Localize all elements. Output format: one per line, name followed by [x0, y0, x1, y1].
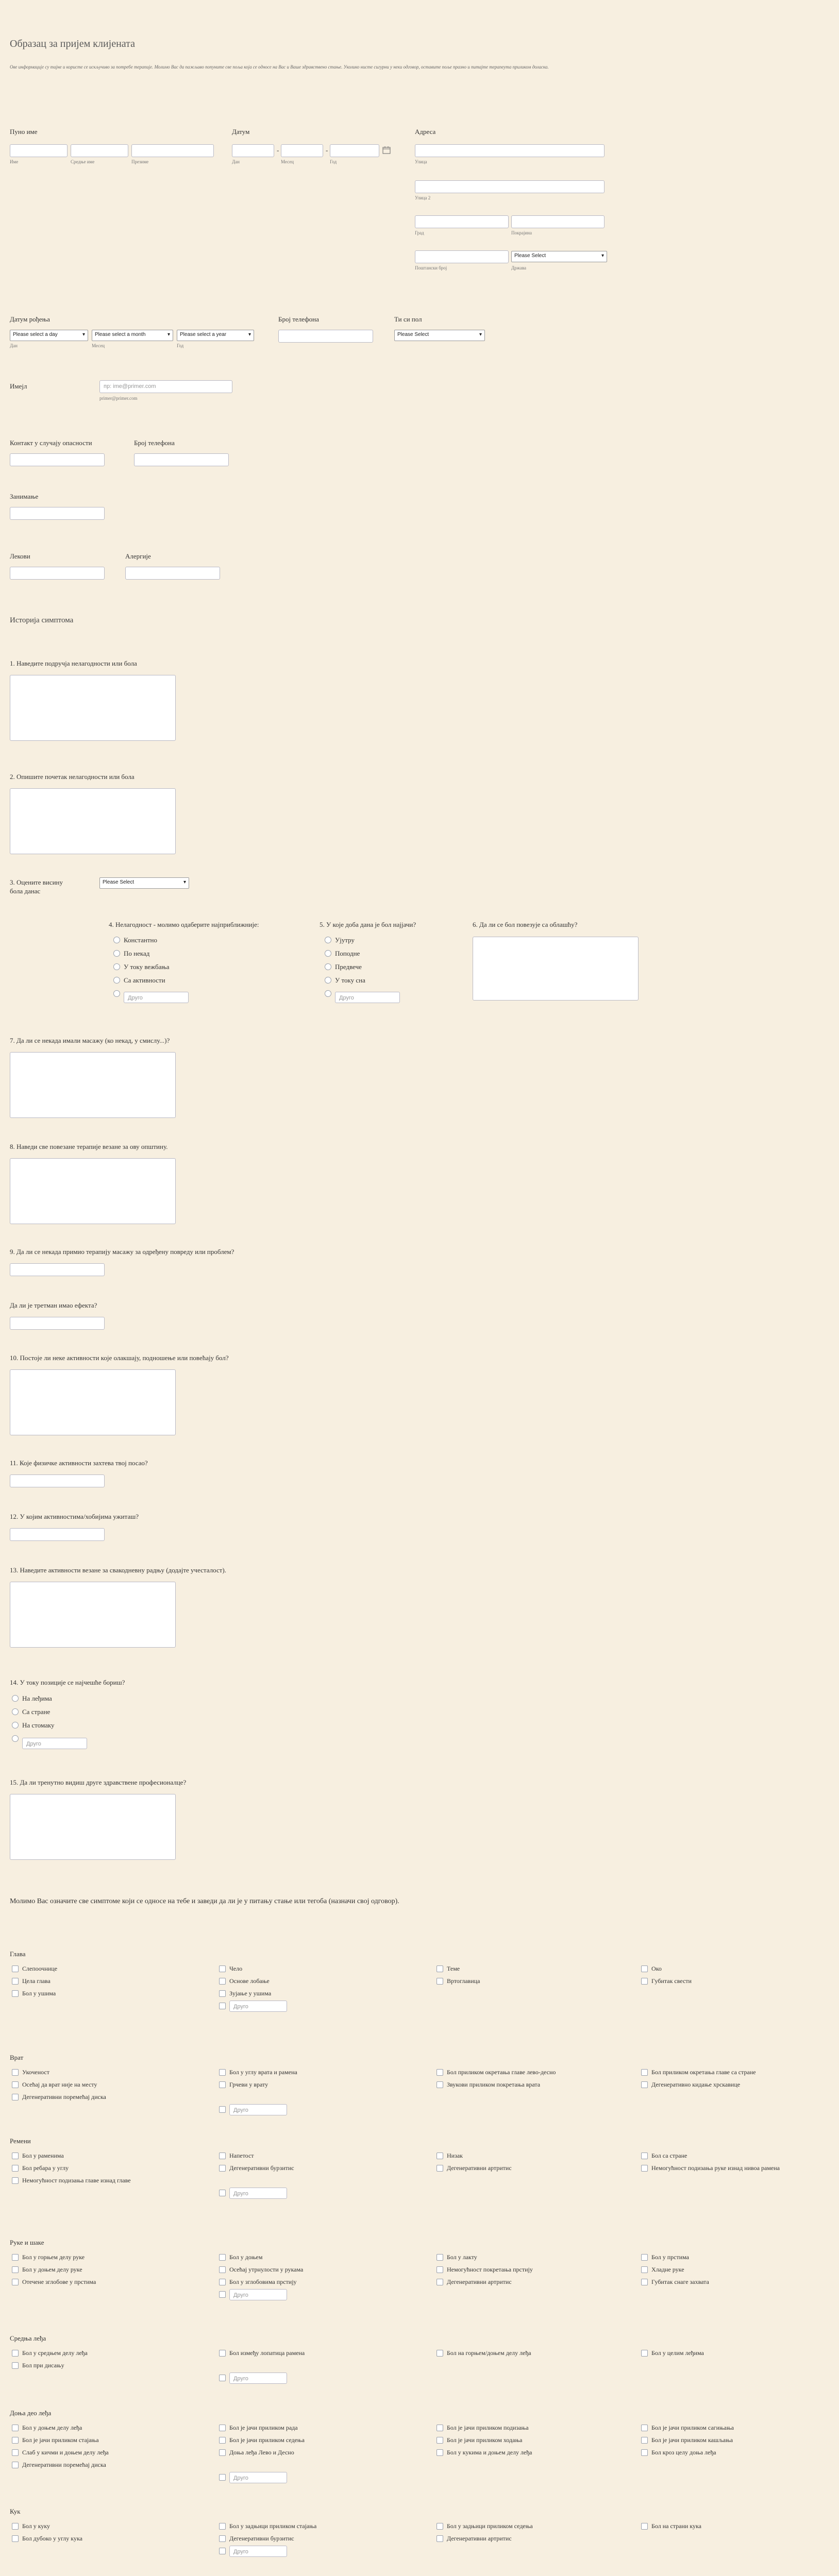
address-label: Адреса	[415, 128, 436, 135]
q5-option-2-radio[interactable]	[325, 950, 331, 957]
condition-option: Немогућност подизања руке изнад нивоа рамена	[651, 2164, 780, 2172]
q4-option-4: Са активности	[124, 976, 165, 984]
postal-input[interactable]	[415, 250, 509, 263]
condition-option: Бол је јачи приликом сагињања	[651, 2424, 734, 2431]
occupation-label: Занимање	[10, 493, 39, 500]
birth-day-select[interactable]: Please select a day ▾	[10, 330, 88, 341]
birth-label: Датум рођења	[10, 315, 50, 323]
q4-option-3-radio[interactable]	[113, 963, 120, 970]
phone-label: Број телефона	[278, 315, 319, 323]
q12-label: 12. У којим активностима/хобијима ужиташ?	[10, 1513, 139, 1520]
condition-checkbox[interactable]	[12, 2254, 19, 2261]
condition-option: Дегенеративни артритис	[447, 2164, 512, 2172]
q7-label: 7. Да ли се некада имали масажу (ко некад, у смислу...)?	[10, 1037, 170, 1044]
city-sublabel: Град	[415, 230, 424, 235]
q13-label: 13. Наведите активности везане за свакодневну радњу (додајте учесталост).	[10, 1566, 226, 1574]
q9b-input[interactable]	[10, 1317, 105, 1330]
condition-checkbox[interactable]	[219, 1965, 226, 1972]
condition-checkbox[interactable]	[437, 2535, 443, 2542]
condition-checkbox[interactable]	[12, 2462, 19, 2468]
condition-checkbox[interactable]	[437, 2254, 443, 2261]
condition-other-checkbox[interactable]	[219, 2291, 226, 2298]
history-heading: Историја симптома	[10, 616, 74, 624]
condition-checkbox[interactable]	[641, 2437, 648, 2444]
condition-option: Бол при дисању	[22, 2362, 64, 2369]
date-year-sublabel: Год	[330, 159, 337, 164]
condition-option: Слаб у кичми и доњем делу леђа	[22, 2449, 109, 2456]
condition-checkbox[interactable]	[437, 2449, 443, 2456]
condition-option: Губитак снаге захвата	[651, 2278, 709, 2285]
q8-label: 8. Наведи све повезане терапије везане за ову општину.	[10, 1143, 168, 1150]
condition-checkbox[interactable]	[437, 2069, 443, 2076]
condition-checkbox[interactable]	[12, 2449, 19, 2456]
condition-option: Бол ребара у углу	[22, 2164, 69, 2172]
q8-textarea[interactable]	[10, 1158, 176, 1224]
condition-other-checkbox[interactable]	[219, 2003, 226, 2009]
condition-option: Укоченост	[22, 2069, 50, 2076]
email-sublabel: primer@primer.com	[99, 396, 138, 401]
q3-label-2: бола данас	[10, 887, 41, 895]
condition-checkbox[interactable]	[641, 2425, 648, 2431]
condition-group-title: Глава	[10, 1950, 26, 1958]
condition-option: Бол приликом окретања главе са стране	[651, 2069, 756, 2076]
first-name-input[interactable]	[10, 144, 68, 157]
condition-checkbox[interactable]	[12, 2165, 19, 2172]
q3-label: 3. Оцените висину	[10, 878, 63, 886]
condition-option: Бол је јачи приликом ходања	[447, 2436, 523, 2444]
condition-option: Грчеви у врату	[229, 2081, 269, 2088]
occupation-input[interactable]	[10, 507, 105, 520]
condition-checkbox[interactable]	[219, 2425, 226, 2431]
condition-option: Основе лобање	[229, 1977, 270, 1985]
condition-option: Бол у углу врата и рамена	[229, 2069, 297, 2076]
condition-checkbox[interactable]	[641, 1978, 648, 1985]
condition-checkbox[interactable]	[437, 1978, 443, 1985]
condition-checkbox[interactable]	[641, 2069, 648, 2076]
q14-option-2: Са стране	[22, 1708, 51, 1716]
q10-textarea[interactable]	[10, 1369, 176, 1435]
q2-label: 2. Опишите почетак нелагодности или бола	[10, 773, 135, 781]
condition-checkbox[interactable]	[12, 1978, 19, 1985]
condition-checkbox[interactable]	[437, 1965, 443, 1972]
condition-option: Немогућност подизања главе изнад главе	[22, 2177, 131, 2184]
condition-other-checkbox[interactable]	[219, 2190, 226, 2196]
condition-option: Бол у лакту	[447, 2253, 477, 2261]
q5-option-3-radio[interactable]	[325, 963, 331, 970]
q4-other-radio[interactable]	[113, 990, 120, 997]
q9-input[interactable]	[10, 1263, 105, 1276]
q14-option-3: На стомаку	[22, 1721, 55, 1729]
condition-checkbox[interactable]	[641, 2350, 648, 2357]
condition-checkbox[interactable]	[219, 1978, 226, 1985]
condition-option: Дегенеративни артритис	[447, 2535, 512, 2542]
q14-option-1-radio[interactable]	[12, 1695, 19, 1702]
emergency-input[interactable]	[10, 453, 105, 466]
condition-checkbox[interactable]	[641, 2254, 648, 2261]
condition-checkbox[interactable]	[641, 2523, 648, 2530]
condition-other-input[interactable]: Друго	[229, 2188, 287, 2199]
condition-group-title: Врат	[10, 2054, 24, 2061]
condition-other-input[interactable]: Друго	[229, 2546, 287, 2557]
condition-option: Осећај да врат није на месту	[22, 2081, 97, 2088]
condition-option: Хладне руке	[651, 2266, 684, 2273]
last-name-sublabel: Презиме	[131, 159, 149, 164]
phone-input[interactable]	[278, 330, 373, 343]
birth-year-sublabel: Год	[177, 343, 184, 348]
condition-checkbox[interactable]	[641, 2449, 648, 2456]
condition-option: Бол у прстима	[651, 2253, 689, 2261]
q5-option-4-radio[interactable]	[325, 977, 331, 984]
allergies-input[interactable]	[125, 567, 220, 580]
condition-checkbox[interactable]	[437, 2425, 443, 2431]
condition-checkbox[interactable]	[219, 2523, 226, 2530]
condition-checkbox[interactable]	[641, 2153, 648, 2159]
q5-other-input[interactable]: Друго	[335, 992, 400, 1003]
q2-textarea[interactable]	[10, 788, 176, 854]
postal-sublabel: Поштански број	[415, 265, 447, 270]
condition-option: Бол на горњем/доњем делу леђа	[447, 2349, 531, 2357]
condition-checkbox[interactable]	[12, 2279, 19, 2285]
condition-option: Бол у раменима	[22, 2152, 64, 2159]
condition-checkbox[interactable]	[219, 2165, 226, 2172]
condition-option: Дегенеративни поремећај диска	[22, 2093, 106, 2100]
name-label: Пуно име	[10, 128, 38, 135]
last-name-input[interactable]	[131, 144, 214, 157]
middle-name-sublabel: Средње име	[71, 159, 95, 164]
emergency-label: Контакт у случају опасности	[10, 439, 92, 447]
q11-input[interactable]	[10, 1475, 105, 1487]
condition-checkbox[interactable]	[641, 2279, 648, 2285]
q9b-label: Да ли је третман имао ефекта?	[10, 1301, 97, 1309]
condition-option: Отечене зглобове у прстима	[22, 2278, 96, 2285]
condition-group-title: Доња део леђа	[10, 2409, 52, 2417]
condition-checkbox[interactable]	[641, 2165, 648, 2172]
calendar-icon[interactable]	[382, 146, 391, 154]
condition-other-input[interactable]: Друго	[229, 2472, 287, 2483]
birth-month-sublabel: Месец	[92, 343, 105, 348]
condition-option: Бол у целим леђима	[651, 2349, 704, 2357]
q5-option-4: У току сна	[335, 976, 365, 984]
date-separator-2: -	[326, 146, 328, 154]
condition-other-checkbox[interactable]	[219, 2474, 226, 2481]
condition-option: Бол на страни кука	[651, 2522, 701, 2530]
date-day-sublabel: Дан	[232, 159, 240, 164]
condition-other-input[interactable]: Друго	[229, 2372, 287, 2384]
q14-option-1: На леђима	[22, 1694, 52, 1702]
condition-checkbox[interactable]	[12, 1990, 19, 1997]
condition-option: Низак	[447, 2152, 463, 2159]
condition-other-checkbox[interactable]	[219, 2548, 226, 2554]
condition-option: Дегенеративно кидање хрскавице	[651, 2081, 741, 2088]
condition-checkbox[interactable]	[219, 2350, 226, 2357]
condition-option: Бол приликом окретања главе лево-десно	[447, 2069, 556, 2076]
middle-name-input[interactable]	[71, 144, 128, 157]
condition-checkbox[interactable]	[437, 2165, 443, 2172]
q15-label: 15. Да ли тренутно видиш друге здравствене професионалце?	[10, 1778, 187, 1786]
birth-year-select[interactable]: Please select a year ▾	[177, 330, 254, 341]
condition-checkbox[interactable]	[12, 2177, 19, 2184]
condition-option: Дегенеративни бурзитис	[229, 2535, 294, 2542]
email-label: Имејл	[10, 382, 27, 390]
allergies-label: Алергије	[125, 552, 151, 560]
birth-day-sublabel: Дан	[10, 343, 18, 348]
first-name-sublabel: Име	[10, 159, 19, 164]
condition-option: Осећај утрнулости у рукама	[229, 2266, 304, 2273]
date-day-input[interactable]	[232, 144, 274, 157]
condition-option: Вртоглавица	[447, 1977, 480, 1985]
q7-textarea[interactable]	[10, 1052, 176, 1118]
condition-option: Бол у кукима и доњем делу леђа	[447, 2449, 532, 2456]
q5-option-1: Ујутру	[335, 936, 355, 944]
condition-checkbox[interactable]	[219, 2081, 226, 2088]
condition-checkbox[interactable]	[437, 2437, 443, 2444]
condition-option: Темe	[447, 1965, 460, 1972]
condition-option: Цела глава	[22, 1977, 51, 1985]
condition-option: Око	[651, 1965, 662, 1972]
condition-option: Напетост	[229, 2152, 254, 2159]
condition-option: Немогућност покретања прстију	[447, 2266, 533, 2273]
q6-textarea[interactable]	[473, 937, 639, 1001]
condition-option: Бол је јачи приликом стајања	[22, 2436, 99, 2444]
date-label: Датум	[232, 128, 250, 135]
date-month-input[interactable]	[281, 144, 323, 157]
condition-option: Бол у горњем делу руке	[22, 2253, 85, 2261]
q14-label: 14. У току позиције се најчешће бориш?	[10, 1679, 125, 1686]
condition-option: Бол у задњици приликом стајања	[229, 2522, 317, 2530]
form-intro: Ове информације су тајне и користе се искључиво за потребе терапије. Молимо Вас да пажљиво попуните све поља која се односе на Вас и Ваше здравствено стање. Уколико нисте сигурни у неки одговор, оставите поље празно и питајте терапеута приликом доласка.	[10, 64, 549, 70]
condition-option: Бол у доњем делу леђа	[22, 2424, 82, 2431]
condition-checkbox[interactable]	[12, 2437, 19, 2444]
condition-checkbox[interactable]	[641, 2081, 648, 2088]
q5-option-1-radio[interactable]	[325, 937, 331, 943]
province-input[interactable]	[511, 215, 605, 228]
condition-checkbox[interactable]	[219, 2254, 226, 2261]
condition-checkbox[interactable]	[12, 2350, 19, 2357]
emergency-phone-input[interactable]	[134, 453, 229, 466]
q5-option-3: Предвече	[335, 963, 362, 971]
condition-checkbox[interactable]	[219, 2535, 226, 2542]
q4-option-2: По некад	[124, 950, 150, 957]
q5-other-radio[interactable]	[325, 990, 331, 997]
condition-group-title: Ремени	[10, 2137, 31, 2145]
q4-other-input[interactable]: Друго	[124, 992, 189, 1003]
condition-checkbox[interactable]	[219, 1990, 226, 1997]
q1-label: 1. Наведите подручја нелагодности или бола	[10, 659, 137, 667]
condition-option: Бол је јачи приликом подизања	[447, 2424, 529, 2431]
condition-checkbox[interactable]	[12, 2523, 19, 2530]
street-input[interactable]	[415, 144, 605, 157]
condition-checkbox[interactable]	[12, 2362, 19, 2369]
condition-option: Звукови приликом покретања врата	[447, 2081, 541, 2088]
condition-checkbox[interactable]	[437, 2350, 443, 2357]
condition-checkbox[interactable]	[219, 2069, 226, 2076]
condition-checkbox[interactable]	[219, 2449, 226, 2456]
q4-option-1: Константно	[124, 936, 157, 944]
condition-option: Бол у ушима	[22, 1990, 56, 1997]
birth-month-select[interactable]: Please select a month ▾	[92, 330, 173, 341]
condition-checkbox[interactable]	[219, 2266, 226, 2273]
street-sublabel: Улица	[415, 159, 427, 164]
condition-option: Дегенеративни поремећај диска	[22, 2461, 106, 2468]
q4-option-2-radio[interactable]	[113, 950, 120, 957]
q6-label: 6. Да ли се бол повезује са облашћу?	[473, 921, 578, 928]
country-select[interactable]: Please Select ▾	[511, 251, 607, 262]
condition-option: Бол у доњем	[229, 2253, 263, 2261]
medications-input[interactable]	[10, 567, 105, 580]
q11-label: 11. Које физичке активности захтева твој посао?	[10, 1459, 148, 1467]
q10-label: 10. Постоје ли неке активности које олакшају, подношење или повећају бол?	[10, 1354, 229, 1362]
condition-checkbox[interactable]	[641, 1965, 648, 1972]
q14-option-2-radio[interactable]	[12, 1708, 19, 1715]
q13-textarea[interactable]	[10, 1582, 176, 1648]
condition-option: Бол је јачи приликом рада	[229, 2424, 298, 2431]
condition-checkbox[interactable]	[12, 1965, 19, 1972]
condition-checkbox[interactable]	[12, 2266, 19, 2273]
emergency-phone-label: Број телефона	[134, 439, 175, 447]
condition-other-input[interactable]: Друго	[229, 2104, 287, 2115]
q4-option-4-radio[interactable]	[113, 977, 120, 984]
condition-checkbox[interactable]	[12, 2081, 19, 2088]
condition-checkbox[interactable]	[219, 2437, 226, 2444]
condition-checkbox[interactable]	[437, 2153, 443, 2159]
condition-option: Зујање у ушима	[229, 1990, 272, 1997]
condition-group-title: Кук	[10, 2507, 21, 2515]
condition-option: Бол је јачи приликом кашљања	[651, 2436, 733, 2444]
condition-option: Доња леђа Лево и Десно	[229, 2449, 294, 2456]
condition-group-title: Руке и шаке	[10, 2239, 44, 2246]
condition-checkbox[interactable]	[219, 2153, 226, 2159]
condition-option: Слепоочнице	[22, 1965, 58, 1972]
condition-other-checkbox[interactable]	[219, 2375, 226, 2381]
condition-option: Дегенеративни бурзитис	[229, 2164, 294, 2172]
condition-checkbox[interactable]	[12, 2153, 19, 2159]
q14-other-input[interactable]: Друго	[22, 1738, 87, 1749]
condition-option: Бол са стране	[651, 2152, 687, 2159]
q3-pain-select[interactable]: Please Select ▾	[99, 877, 189, 889]
conditions-intro: Молимо Вас означите све симптоме који се односе на тебе и заведи да ли је у питању стање или тегоба (назначи свој одговор).	[10, 1897, 399, 1905]
condition-checkbox[interactable]	[12, 2425, 19, 2431]
condition-checkbox[interactable]	[219, 2279, 226, 2285]
city-input[interactable]	[415, 215, 509, 228]
province-sublabel: Покрајина	[511, 230, 532, 235]
country-sublabel: Држава	[511, 265, 526, 270]
q15-textarea[interactable]	[10, 1794, 176, 1860]
condition-option: Бол у задњици приликом седења	[447, 2522, 533, 2530]
condition-checkbox[interactable]	[437, 2081, 443, 2088]
q14-option-3-radio[interactable]	[12, 1722, 19, 1728]
street2-sublabel: Улица 2	[415, 195, 431, 200]
condition-option: Бол кроз целу доња леђа	[651, 2449, 716, 2456]
condition-option: Бол у зглобовима прстију	[229, 2278, 297, 2285]
condition-checkbox[interactable]	[437, 2523, 443, 2530]
email-input[interactable]: пр: ime@primer.com	[99, 380, 232, 393]
condition-checkbox[interactable]	[12, 2069, 19, 2076]
condition-other-input[interactable]: Друго	[229, 2289, 287, 2300]
condition-other-checkbox[interactable]	[219, 2106, 226, 2113]
q12-input[interactable]	[10, 1528, 105, 1541]
condition-checkbox[interactable]	[12, 2094, 19, 2100]
date-year-input[interactable]	[330, 144, 379, 157]
condition-option: Бол у куку	[22, 2522, 51, 2530]
condition-option: Бол у доњем делу руке	[22, 2266, 82, 2273]
condition-option: Бол између лопатица рамена	[229, 2349, 305, 2357]
q5-option-2: Поподне	[335, 950, 360, 957]
condition-option: Чело	[229, 1965, 243, 1972]
q9-label: 9. Да ли се некада примио терапију масажу за одређену повреду или проблем?	[10, 1248, 234, 1256]
q4-option-1-radio[interactable]	[113, 937, 120, 943]
condition-other-input[interactable]: Друго	[229, 2001, 287, 2012]
q1-textarea[interactable]	[10, 675, 176, 741]
medications-label: Лекови	[10, 552, 30, 560]
street2-input[interactable]	[415, 180, 605, 193]
condition-checkbox[interactable]	[12, 2535, 19, 2542]
date-separator: -	[277, 146, 279, 154]
form-title: Образац за пријем клијената	[10, 38, 136, 49]
condition-option: Бол је јачи приликом седења	[229, 2436, 305, 2444]
q5-label: 5. У које доба дана је бол најјачи?	[320, 921, 416, 928]
sex-label: Ти си пол	[394, 315, 422, 323]
condition-checkbox[interactable]	[437, 2279, 443, 2285]
condition-option: Бол дубоко у углу кука	[22, 2535, 82, 2542]
q4-label: 4. Нелагодност - молимо одаберите најприближније:	[109, 921, 259, 928]
date-month-sublabel: Месец	[281, 159, 294, 164]
condition-group-title: Средња леђа	[10, 2334, 46, 2342]
sex-select[interactable]: Please Select ▾	[394, 330, 485, 341]
q14-other-radio[interactable]	[12, 1735, 19, 1742]
condition-checkbox[interactable]	[641, 2266, 648, 2273]
condition-option: Бол у средњем делу леђа	[22, 2349, 88, 2357]
condition-option: Дегенеративни артритис	[447, 2278, 512, 2285]
q4-option-3: У току вежбања	[124, 963, 170, 971]
condition-checkbox[interactable]	[437, 2266, 443, 2273]
condition-option: Губитак свести	[651, 1977, 692, 1985]
